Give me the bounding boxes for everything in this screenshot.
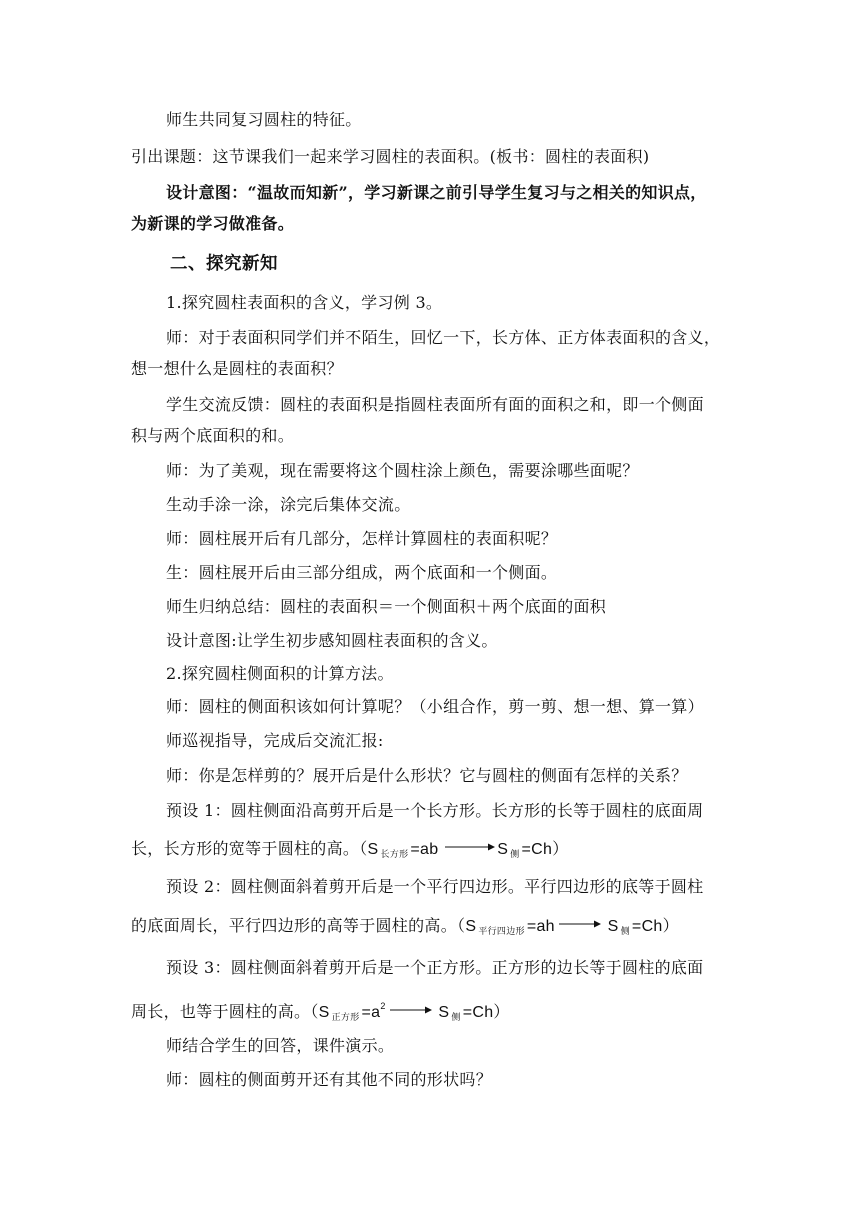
teacher-question-6: 师：圆柱的侧面剪开还有其他不同的形状吗？ <box>166 1070 493 1089</box>
teacher-question-1: 师：对于表面积同学们并不陌生，回忆一下，长方体、正方体表面积的含义， <box>166 328 721 347</box>
preset-2: 预设 2：圆柱侧面斜着剪开后是一个平行四边形。平行四边形的底等于圆柱 <box>166 877 704 896</box>
summary: 师生归纳总结：圆柱的表面积＝一个侧面积＋两个底面的面积 <box>166 597 607 616</box>
teacher-question-1-cont: 想一想什么是圆柱的表面积？ <box>131 359 343 378</box>
teacher-guidance: 师巡视指导，完成后交流汇报: <box>166 731 384 750</box>
formula-parallelogram: （S $_{平行四边形}$ =ah S $_侧$ =Ch） <box>457 918 679 936</box>
preset-1: 预设 1：圆柱侧面沿高剪开后是一个长方形。长方形的长等于圆柱的底面周 <box>166 801 704 820</box>
preset-2-text: 的底面周长，平行四边形的高等于圆柱的高。 <box>131 916 458 935</box>
teacher-question-5: 师：你是怎样剪的？展开后是什么形状？它与圆柱的侧面有怎样的关系？ <box>166 766 688 785</box>
design-intent-1-cont: 为新课的学习做准备。 <box>131 214 295 233</box>
paragraph-topic: 引出课题：这节课我们一起来学习圆柱的表面积。(板书：圆柱的表面积) <box>131 147 650 166</box>
right-arrow-icon <box>445 842 495 852</box>
preset-3: 预设 3：圆柱侧面斜着剪开后是一个正方形。正方形的边长等于圆柱的底面 <box>166 958 704 977</box>
preset-1-text: 长，长方形的宽等于圆柱的高。 <box>131 839 360 858</box>
step-2-title: 2.探究圆柱侧面积的计算方法。 <box>166 664 394 683</box>
preset-3-cont <box>131 995 510 1028</box>
student-feedback-cont: 积与两个底面积的和。 <box>131 426 295 445</box>
courseware-demo: 师结合学生的回答，课件演示。 <box>166 1036 395 1055</box>
formula-rectangle: （S $_{长方形}$ =ab S $_侧$ =Ch） <box>359 841 569 859</box>
step-1-title: 1.探究圆柱表面积的含义，学习例 3。 <box>166 293 443 312</box>
right-arrow-icon <box>388 1005 432 1015</box>
design-intent-2: 设计意图:让学生初步感知圆柱表面积的含义。 <box>166 631 498 650</box>
right-arrow-icon <box>557 919 601 929</box>
formula-square: （S $_{正方形} =a^2$ S $_侧$ =Ch） <box>310 1001 510 1022</box>
student-answer: 生：圆柱展开后由三部分组成，两个底面和一个侧面。 <box>166 563 558 582</box>
teacher-question-4: 师：圆柱的侧面积该如何计算呢？（小组合作，剪一剪、想一想、算一算） <box>166 697 704 716</box>
paragraph-review: 师生共同复习圆柱的特征。 <box>166 110 362 129</box>
student-activity: 生动手涂一涂，涂完后集体交流。 <box>166 495 411 514</box>
teacher-question-2: 师：为了美观，现在需要将这个圆柱涂上颜色，需要涂哪些面呢？ <box>166 461 639 480</box>
preset-2-cont <box>131 915 679 942</box>
design-intent-1: 设计意图：“温故而知新”，学习新课之前引导学生复习与之相关的知识点， <box>166 183 707 202</box>
student-feedback: 学生交流反馈：圆柱的表面积是指圆柱表面所有面的面积之和，即一个侧面 <box>166 395 704 414</box>
teacher-question-3: 师：圆柱展开后有几部分，怎样计算圆柱的表面积呢？ <box>166 529 558 548</box>
section-heading: 二、探究新知 <box>170 254 278 274</box>
preset-1-cont <box>131 838 569 865</box>
preset-3-text: 周长，也等于圆柱的高。 <box>131 1002 311 1021</box>
